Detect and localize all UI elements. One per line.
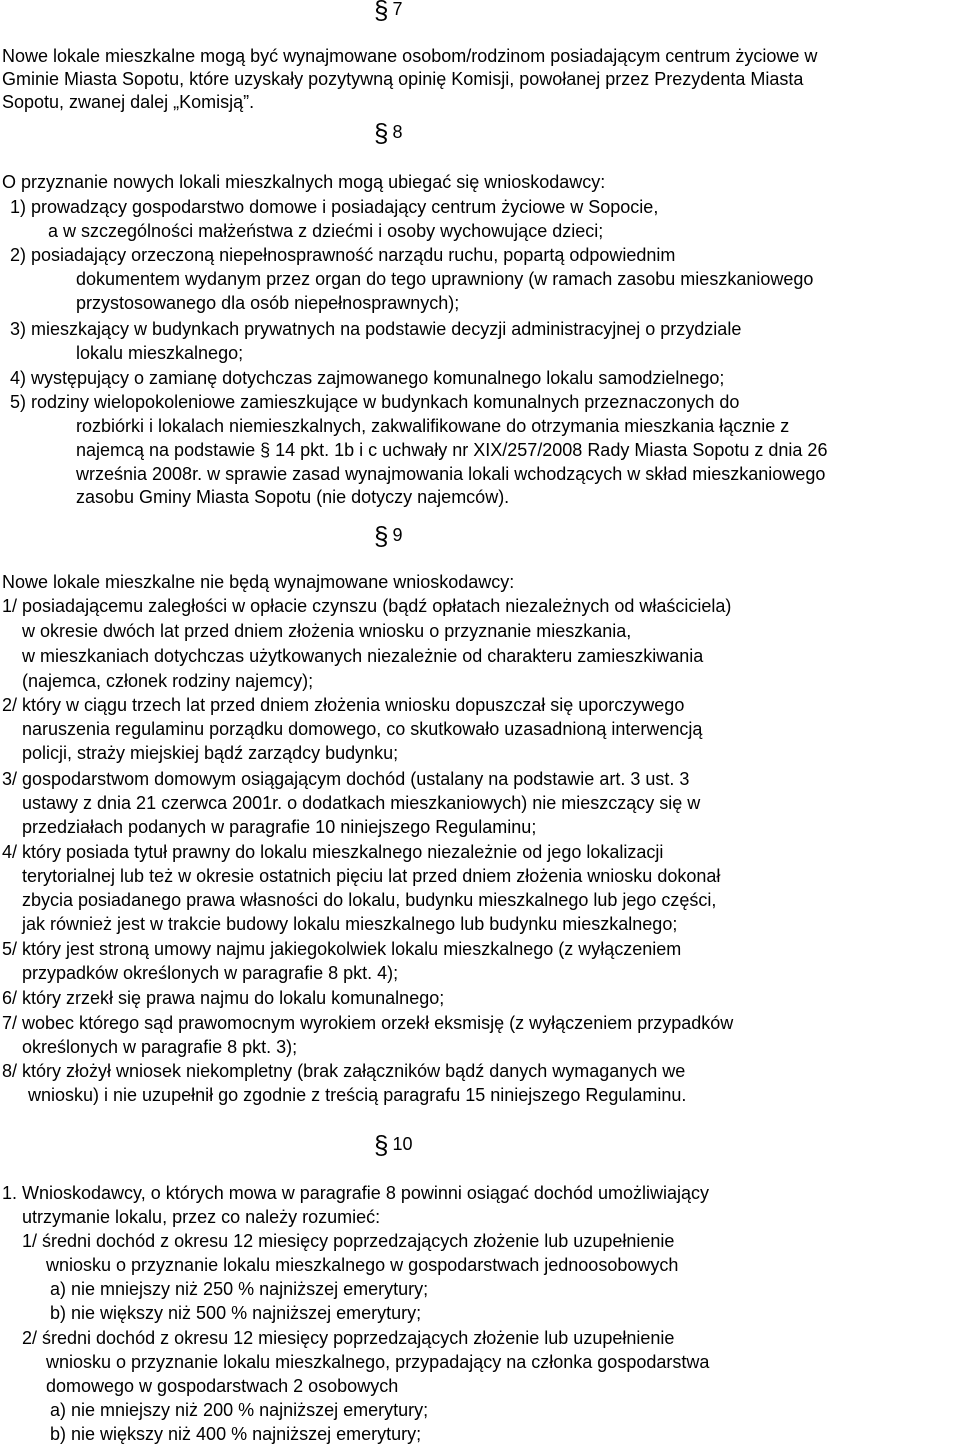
section-number: 8: [392, 122, 403, 142]
list-item: 2/ średni dochód z okresu 12 miesięcy poprzedzających złożenie lub uzupełnienie: [22, 1328, 675, 1348]
section-symbol: §: [374, 118, 389, 148]
list-item-continuation: a w szczególności małżeństwa z dziećmi i osoby wychowujące dzieci;: [48, 221, 604, 241]
list-item-continuation: wniosku o przyznanie lokalu mieszkalnego w gospodarstwach jednoosobowych: [46, 1255, 679, 1275]
list-item-continuation: w mieszkaniach dotychczas użytkowanych niezależnie od charakteru zamieszkiwania: [22, 646, 704, 666]
section-heading-8: [374, 118, 403, 148]
list-item: 5/ który jest stroną umowy najmu jakiegokolwiek lokalu mieszkalnego (z wyłączeniem: [2, 939, 682, 959]
list-item: 1) prowadzący gospodarstwo domowe i posiadający centrum życiowe w Sopocie,: [10, 197, 659, 217]
list-item: 7/ wobec którego sąd prawomocnym wyrokiem orzekł eksmisję (z wyłączeniem przypadków: [2, 1013, 734, 1033]
list-item-continuation: zbycia posiadanego prawa własności do lokalu, budynku mieszkalnego lub jego części,: [22, 890, 717, 910]
list-item-continuation: określonych w paragrafie 8 pkt. 3);: [22, 1037, 298, 1057]
sub-list-item: a) nie mniejszy niż 250 % najniższej emerytury;: [50, 1279, 429, 1299]
list-item: 8/ który złożył wniosek niekompletny (brak załączników bądź danych wymaganych we: [2, 1061, 686, 1081]
list-item-continuation: zasobu Gminy Miasta Sopotu (nie dotyczy najemców).: [76, 487, 510, 507]
sub-list-item: a) nie mniejszy niż 200 % najniższej emerytury;: [50, 1400, 429, 1420]
sub-list-item: b) nie większy niż 500 % najniższej emerytury;: [50, 1303, 422, 1323]
text-line: Sopotu, zwanej dalej „Komisją”.: [2, 92, 255, 112]
list-item: 3) mieszkający w budynkach prywatnych na podstawie decyzji administracyjnej o przydziale: [10, 319, 742, 339]
list-item-continuation: wniosku) i nie uzupełnił go zgodnie z treścią paragrafu 15 niniejszego Regulaminu.: [28, 1085, 687, 1105]
list-item-continuation: najemcą na podstawie § 14 pkt. 1b i c uchwały nr XIX/257/2008 Rady Miasta Sopotu z dnia 26: [76, 440, 828, 460]
section-number: 9: [392, 525, 403, 545]
list-item-continuation: naruszenia regulaminu porządku domowego, co skutkowało uzasadnioną interwencją: [22, 719, 703, 739]
list-item: 5) rodziny wielopokoleniowe zamieszkujące w budynkach komunalnych przeznaczonych do: [10, 392, 740, 412]
list-item-continuation: przystosowanego dla osób niepełnosprawnych);: [76, 293, 460, 313]
list-item: 2) posiadający orzeczoną niepełnosprawność narządu ruchu, popartą odpowiednim: [10, 245, 676, 265]
section-heading-9: [374, 521, 403, 551]
text-line: Gminie Miasta Sopotu, które uzyskały pozytywną opinię Komisji, powołanej przez Prezydenta Miasta: [2, 69, 804, 89]
sub-list-item: b) nie większy niż 400 % najniższej emerytury;: [50, 1424, 422, 1444]
list-item: 6/ który zrzekł się prawa najmu do lokalu komunalnego;: [2, 988, 445, 1008]
list-item-continuation: (najemca, członek rodziny najemcy);: [22, 671, 314, 691]
list-item-continuation: przypadków określonych w paragrafie 8 pkt. 4);: [22, 963, 399, 983]
list-item-continuation: jak również jest w trakcie budowy lokalu mieszkalnego lub budynku mieszkalnego;: [22, 914, 678, 934]
list-item-continuation: września 2008r. w sprawie zasad wynajmowania lokali wchodzących w skład mieszkaniowego: [76, 464, 826, 484]
list-item: 1/ posiadającemu zaległości w opłacie czynszu (bądź opłatach niezależnych od właściciela): [2, 596, 732, 616]
list-item-continuation: rozbiórki i lokalach niemieszkalnych, zakwalifikowane do otrzymania mieszkania łącznie z: [76, 416, 790, 436]
list-item: 3/ gospodarstwom domowym osiągającym dochód (ustalany na podstawie art. 3 ust. 3: [2, 769, 690, 789]
text-line: O przyznanie nowych lokali mieszkalnych mogą ubiegać się wnioskodawcy:: [2, 172, 606, 192]
section-number: 10: [392, 1134, 413, 1154]
list-item-continuation: przedziałach podanych w paragrafie 10 niniejszego Regulaminu;: [22, 817, 537, 837]
list-item: 4) występujący o zamianę dotychczas zajmowanego komunalnego lokalu samodzielnego;: [10, 368, 725, 388]
list-item-continuation: ustawy z dnia 21 czerwca 2001r. o dodatkach mieszkaniowych) nie mieszczący się w: [22, 793, 701, 813]
list-item-continuation: w okresie dwóch lat przed dniem złożenia wniosku o przyznanie mieszkania,: [22, 621, 632, 641]
section-symbol: §: [374, 1130, 389, 1160]
list-item-continuation: domowego w gospodarstwach 2 osobowych: [46, 1376, 399, 1396]
section-heading-7: [374, 0, 403, 25]
list-item-continuation: lokalu mieszkalnego;: [76, 343, 244, 363]
list-item: 2/ który w ciągu trzech lat przed dniem złożenia wniosku dopuszczał się uporczywego: [2, 695, 685, 715]
text-line: utrzymanie lokalu, przez co należy rozumieć:: [22, 1207, 381, 1227]
list-item-continuation: policji, straży miejskiej bądź zarządcy budynku;: [22, 743, 399, 763]
text-line: Nowe lokale mieszkalne nie będą wynajmowane wnioskodawcy:: [2, 572, 515, 592]
text-line: Nowe lokale mieszkalne mogą być wynajmowane osobom/rodzinom posiadającym centrum życiowe w: [2, 46, 818, 66]
list-item-continuation: dokumentem wydanym przez organ do tego uprawniony (w ramach zasobu mieszkaniowego: [76, 269, 814, 289]
list-item: 4/ który posiada tytuł prawny do lokalu mieszkalnego niezależnie od jego lokalizacji: [2, 842, 664, 862]
list-item: 1/ średni dochód z okresu 12 miesięcy poprzedzających złożenie lub uzupełnienie: [22, 1231, 675, 1251]
section-symbol: §: [374, 0, 389, 25]
section-heading-10: [374, 1130, 413, 1160]
section-symbol: §: [374, 521, 389, 551]
text-line: 1. Wnioskodawcy, o których mowa w paragrafie 8 powinni osiągać dochód umożliwiający: [2, 1183, 710, 1203]
list-item-continuation: terytorialnej lub też w okresie ostatnich pięciu lat przed dniem złożenia wniosku dokonał: [22, 866, 721, 886]
list-item-continuation: wniosku o przyznanie lokalu mieszkalnego, przypadający na członka gospodarstwa: [46, 1352, 710, 1372]
section-number: 7: [392, 0, 403, 19]
